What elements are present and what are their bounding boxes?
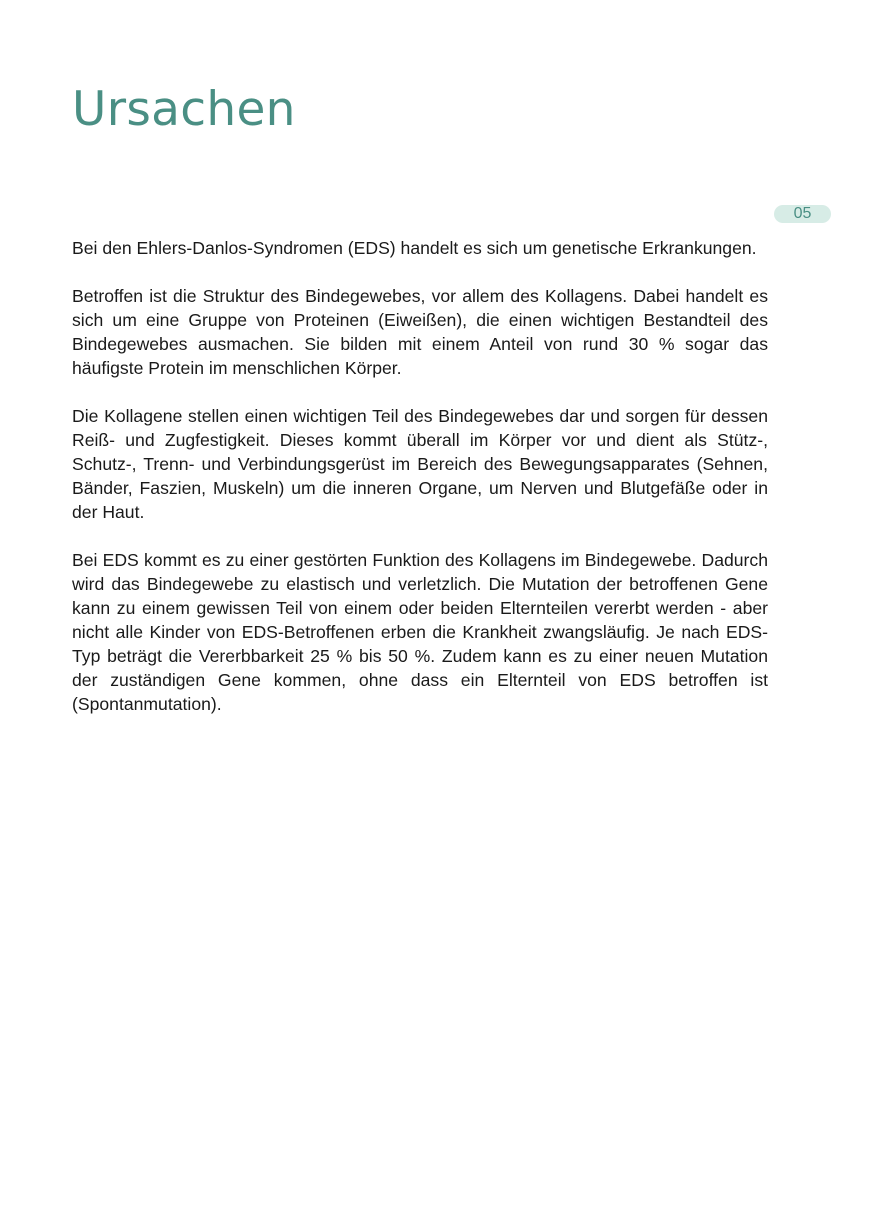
body-text (72, 236, 768, 740)
paragraph-eds-inheritance: Bei EDS kommt es zu einer gestörten Funktion des Kollagens im Bindegewebe. Dadurch wird das Bindegewebe zu elastisch und verletzlich. Die Mutation der betroffenen Gene kann zu einem gewissen Teil von einem oder beiden Elternteilen vererbt werden - aber nicht alle Kinder von EDS-Betroffenen erben die Krankheit zwangsläufig. Je nach EDS-Typ beträgt die Vererbbarkeit 25 % bis 50 %. Zudem kann es zu einer neuen Mutation der zuständigen Gene kommen, ohne dass ein Elternteil von EDS betroffen ist (Spontanmutation). (72, 550, 768, 714)
page-number-badge: 05 (774, 205, 831, 223)
paragraph-collagen-structure: Betroffen ist die Struktur des Bindegewebes, vor allem des Kollagens. Dabei handelt es sich um eine Gruppe von Proteinen (Eiweißen), die einen wichtigen Bestandteil des Bindegewebes ausmachen. Sie bilden mit einem Anteil von rund 30 % sogar das häufigste Protein im menschlichen Körper. (72, 286, 768, 378)
page-title: Ursachen (72, 82, 296, 137)
paragraph-intro: Bei den Ehlers-Danlos-Syndromen (EDS) handelt es sich um genetische Erkrankungen. (72, 238, 757, 258)
paragraph-collagen-function: Die Kollagene stellen einen wichtigen Teil des Bindegewebes dar und sorgen für dessen Reiß- und Zugfestigkeit. Dieses kommt überall im Körper vor und dient als Stütz-, Schutz-, Trenn- und Verbindungsgerüst im Bereich des Bewegungsapparates (Sehnen, Bänder, Faszien, Muskeln) um die inneren Organe, um Nerven und Blutgefäße oder in der Haut. (72, 406, 768, 522)
